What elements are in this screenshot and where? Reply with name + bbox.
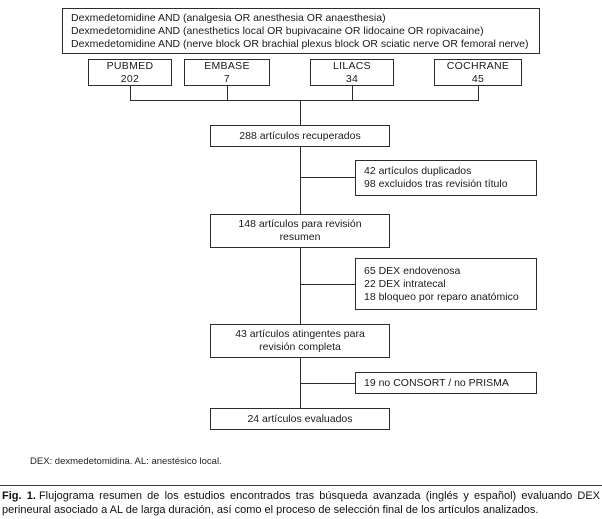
figure-caption: [0, 485, 602, 517]
connector-line: [478, 86, 479, 101]
database-box-lilacs: [310, 59, 394, 86]
database-count: 45: [471, 72, 485, 85]
connector-line: [130, 100, 479, 101]
excluded-nonperineural-box: [355, 258, 537, 310]
excluded-line: 18 bloqueo por reparo anatómico: [364, 290, 519, 303]
database-name: LILACS: [333, 59, 371, 72]
evaluated-articles-box: [210, 408, 390, 430]
retrieved-articles-label: 288 artículos recuperados: [239, 129, 361, 142]
database-box-embase: [184, 59, 270, 86]
search-query-line: Dexmedetomidine AND (anesthetics local OR bupivacaine OR lidocaine OR ropivacaine): [71, 25, 484, 37]
connector-line: [352, 86, 353, 101]
search-query-line: Dexmedetomidine AND (analgesia OR anesthesia OR anaesthesia): [71, 12, 386, 24]
database-name: EMBASE: [204, 59, 250, 72]
full-review-line: 43 artículos atingentes para: [235, 328, 365, 340]
connector-line: [300, 100, 301, 125]
excluded-line: 65 DEX endovenosa: [364, 264, 461, 277]
database-box-pubmed: [88, 59, 172, 86]
database-count: 7: [223, 72, 231, 85]
excluded-line: 22 DEX intratecal: [364, 277, 446, 290]
abbreviations-footnote: DEX: dexmedetomidina. AL: anestésico local.: [30, 456, 222, 467]
figure-caption-label: Fig. 1.: [2, 490, 36, 502]
connector-line: [300, 147, 301, 214]
search-query-line: Dexmedetomidine AND (nerve block OR brachial plexus block OR sciatic nerve OR femoral nerve): [71, 38, 529, 50]
excluded-noconsort-box: [355, 372, 537, 394]
connector-line: [300, 383, 355, 384]
connector-line: [130, 86, 131, 101]
connector-line: [300, 177, 355, 178]
excluded-line: 42 artículos duplicados: [364, 165, 472, 177]
connector-line: [300, 284, 355, 285]
database-count: 34: [345, 72, 359, 85]
full-review-box: [210, 324, 390, 358]
full-review-line: revisión completa: [259, 341, 341, 353]
excluded-duplicates-box: [355, 160, 537, 196]
search-query-box: [62, 8, 540, 54]
database-box-cochrane: [434, 59, 522, 86]
database-name: PUBMED: [106, 59, 154, 72]
database-name: COCHRANE: [446, 59, 510, 72]
connector-line: [227, 86, 228, 101]
excluded-line: 19 no CONSORT / no PRISMA: [364, 376, 509, 389]
retrieved-articles-box: [210, 125, 390, 147]
abstract-review-box: [210, 214, 390, 248]
abstract-review-line: resumen: [279, 231, 321, 243]
evaluated-articles-label: 24 artículos evaluados: [247, 412, 353, 425]
abstract-review-line: 148 artículos para revisión: [238, 218, 362, 230]
database-count: 202: [120, 72, 140, 85]
connector-line: [300, 248, 301, 324]
figure-caption-text: Flujograma resumen de los estudios encontrados tras búsqueda avanzada (inglés y español) evaluando DEX perineural asociado a AL de larga duración, así como el proceso de selección final de los artículos analizados.: [2, 490, 601, 516]
excluded-line: 98 excluidos tras revisión título: [364, 178, 508, 190]
